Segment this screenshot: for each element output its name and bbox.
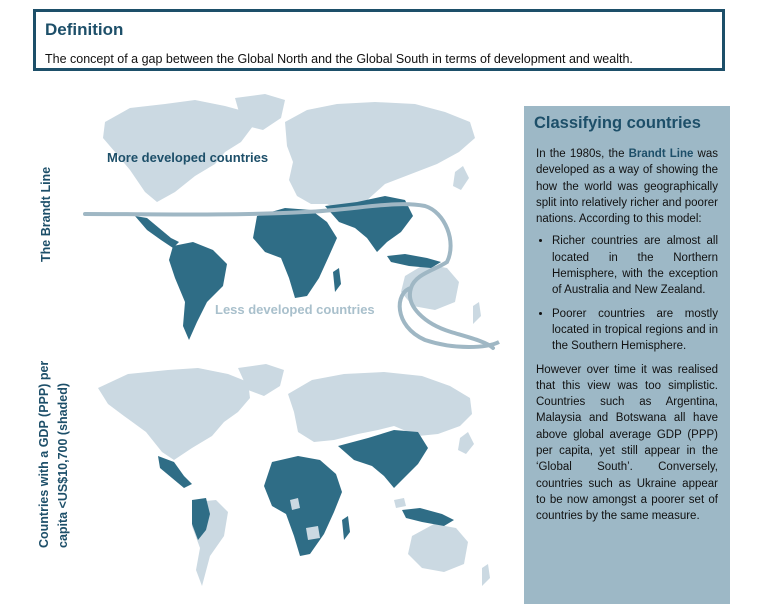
central-america-b [158, 456, 192, 488]
japan [453, 166, 469, 190]
new-zealand [473, 302, 481, 324]
panel-bullet: • Poorer countries are mostly located in tropical regions and in the Southern Hemisphere. [552, 306, 718, 355]
definition-text: The concept of a gap between the Global North and the Global South in terms of development and wealth. [45, 52, 633, 66]
panel-intro [536, 146, 718, 227]
africa [253, 208, 337, 298]
eurasia-north-b [288, 372, 472, 442]
panel-title: Classifying countries [534, 114, 701, 132]
japan-b [458, 432, 474, 454]
north-america-b [98, 368, 250, 460]
classifying-panel [524, 106, 730, 604]
label-less-developed: Less developed countries [215, 302, 375, 317]
malaysia-b [394, 498, 406, 508]
africa-b [264, 456, 342, 556]
panel-bullet: • Richer countries are almost all located in the Northern Hemisphere, with the exception of Australia and New Zealand. [552, 233, 718, 298]
panel-intro-before: In the 1980s, the [536, 148, 625, 160]
asia-south-b [338, 430, 428, 488]
gdp-side-label-line1: Countries with a GDP (PPP) per [37, 360, 51, 548]
madagascar-b [342, 516, 350, 540]
land-dark-top [135, 196, 441, 340]
panel-closing: However over time it was realised that this view was too simplistic. Countries such as Argentina, Malaysia and Botswana all have above global average GDP (PPP) per capita, yet still appear in the ‘Global South’. Conversely, countries such as Ukraine appear to be now amongst a poorer set of countries by the same measure. [536, 363, 718, 523]
brandt-line-highlight: Brandt Line [628, 148, 694, 160]
australia-b [408, 524, 468, 572]
definition-box [33, 9, 725, 71]
panel-bullet-list [536, 233, 718, 354]
definition-title: Definition [45, 20, 124, 39]
south-america [169, 242, 227, 340]
central-america [135, 216, 179, 248]
eurasia-north [285, 102, 475, 212]
indonesia [387, 254, 441, 268]
botswana-b [306, 526, 320, 540]
indonesia-b [402, 508, 454, 526]
gdp-side-label-line2: capita <US$10,700 (shaded) [56, 382, 70, 548]
brandt-line-side-label: The Brandt Line [39, 166, 53, 262]
gdp-map [88, 360, 508, 600]
label-more-developed: More developed countries [107, 150, 269, 165]
panel-intro-after: was developed as a way of showing the how the world was geographically split into relatively richer and poorer nations. According to this model: [536, 148, 718, 226]
brandt-line-map [75, 92, 505, 360]
madagascar [333, 268, 341, 292]
new-zealand-b [482, 564, 490, 586]
